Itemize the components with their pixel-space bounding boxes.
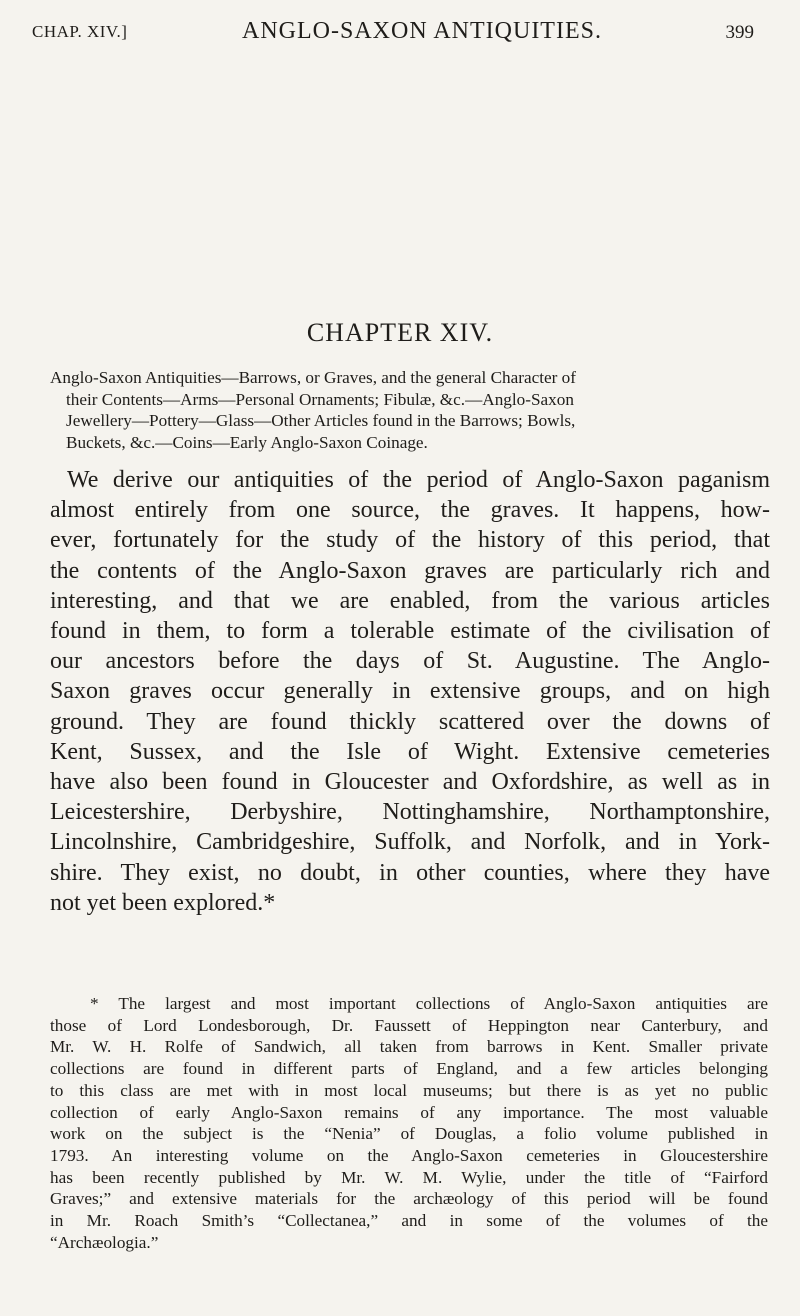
footnote-line: “Archæologia.” — [50, 1232, 159, 1252]
body-line: our ancestors before the days of St. Augustine. The Anglo- — [50, 648, 770, 675]
body-line: almost entirely from one source, the graves. It happens, how- — [50, 497, 770, 524]
footnote-line: in Mr. Roach Smith’s “Collectanea,” and in some of the volumes of the — [50, 1211, 768, 1231]
footnote-line: * The largest and most important collections of Anglo-Saxon antiquities are — [90, 994, 768, 1013]
body-line: Leicestershire, Derbyshire, Nottinghamshire, Northamptonshire, — [50, 799, 770, 826]
chapter-reference: CHAP. XIV.] — [32, 22, 128, 41]
body-line: ground. They are found thickly scattered over the downs of — [50, 708, 770, 735]
footnote-line: work on the subject is the “Nenia” of Douglas, a folio volume published in — [50, 1124, 768, 1144]
synopsis-line: Anglo-Saxon Antiquities—Barrows, or Graves, and the general Character of — [50, 368, 576, 387]
body-line: ever, fortunately for the study of the history of this period, that — [50, 527, 770, 554]
footnote-line: 1793. An interesting volume on the Anglo-Saxon cemeteries in Gloucestershire — [50, 1145, 768, 1165]
footnote-line: collection of early Anglo-Saxon remains of any importance. The most valuable — [50, 1102, 768, 1122]
body-line: shire. They exist, no doubt, in other counties, where they have — [50, 859, 770, 886]
running-head — [32, 18, 754, 54]
footnote-line: Graves;” and extensive materials for the archæology of this period will be found — [50, 1189, 768, 1209]
footnote-line: to this class are met with in most local museums; but there is as yet no public — [50, 1080, 768, 1100]
synopsis-line: their Contents—Arms—Personal Ornaments; Fibulæ, &c.—Anglo-Saxon — [66, 389, 574, 409]
footnote-line: Mr. W. H. Rolfe of Sandwich, all taken from barrows in Kent. Smaller private — [50, 1037, 768, 1057]
body-line: Lincolnshire, Cambridgeshire, Suffolk, and Norfolk, and in York- — [50, 829, 770, 856]
page-number: 399 — [725, 22, 754, 43]
body-line: Saxon graves occur generally in extensive groups, and on high — [50, 678, 770, 705]
synopsis-line: Jewellery—Pottery—Glass—Other Articles found in the Barrows; Bowls, — [66, 411, 576, 430]
body-line: Kent, Sussex, and the Isle of Wight. Extensive cemeteries — [50, 738, 770, 765]
body-line: We derive our antiquities of the period of Anglo-Saxon paganism — [67, 467, 770, 493]
footnote-line: collections are found in different parts of England, and a few articles belonging — [50, 1059, 768, 1079]
body-line: interesting, and that we are enabled, from the various articles — [50, 587, 770, 614]
body-paragraph — [50, 465, 770, 918]
footnote — [50, 993, 768, 1253]
body-line: the contents of the Anglo-Saxon graves are particularly rich and — [50, 557, 770, 584]
body-line: have also been found in Gloucester and Oxfordshire, as well as in — [50, 769, 770, 796]
chapter-title: CHAPTER XIV. — [306, 318, 494, 347]
synopsis-line: Buckets, &c.—Coins—Early Anglo-Saxon Coinage. — [66, 432, 428, 452]
footnote-line: those of Lord Londesborough, Dr. Faussett of Heppington near Canterbury, and — [50, 1015, 768, 1035]
body-line: found in them, to form a tolerable estimate of the civilisation of — [50, 618, 770, 645]
footnote-line: has been recently published by Mr. W. M. Wylie, under the title of “Fairford — [50, 1167, 768, 1187]
running-title: ANGLO-SAXON ANTIQUITIES. — [242, 18, 602, 44]
chapter-synopsis — [50, 367, 768, 453]
body-line: not yet been explored.* — [50, 889, 276, 916]
